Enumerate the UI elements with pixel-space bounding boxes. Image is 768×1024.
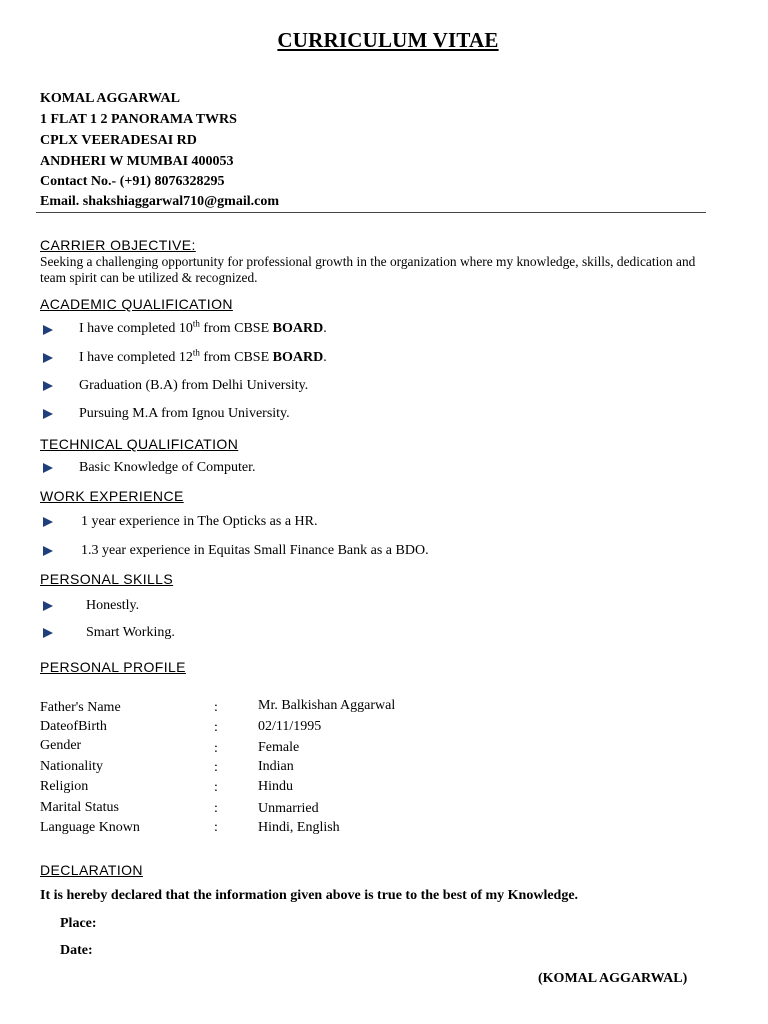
profile-value-gender: Female (258, 740, 300, 755)
academic-heading: ACADEMIC QUALIFICATION (40, 296, 233, 312)
bullet-arrow-icon (43, 546, 53, 556)
signature-name: (KOMAL AGGARWAL) (538, 971, 688, 986)
work-heading: WORK EXPERIENCE (40, 488, 184, 504)
bullet-arrow-icon (43, 353, 53, 363)
bullet-arrow-icon (43, 628, 53, 638)
bullet-arrow-icon (43, 463, 53, 473)
profile-separator: : (214, 801, 218, 816)
bullet-arrow-icon (43, 601, 53, 611)
declaration-heading: DECLARATION (40, 862, 143, 878)
profile-separator: : (214, 780, 218, 795)
place-label: Place: (60, 916, 97, 931)
bullet-arrow-icon (43, 381, 53, 391)
declaration-text: It is hereby declared that the information given above is true to the best of my Knowledge. (40, 888, 579, 903)
bullet-arrow-icon (43, 325, 53, 335)
profile-value-dob: 02/11/1995 (258, 719, 322, 734)
address-line-2: CPLX VEERADESAI RD (40, 133, 197, 148)
profile-value-religion: Hindu (258, 779, 293, 794)
profile-label-nationality: Nationality (40, 759, 103, 774)
email-address: Email. shakshiaggarwal710@gmail.com (40, 194, 279, 209)
profile-label-father: Father's Name (40, 700, 121, 715)
profile-label-dob: DateofBirth (40, 719, 107, 734)
profile-label-gender: Gender (40, 738, 82, 753)
document-title: CURRICULUM VITAE (277, 28, 499, 52)
candidate-name: KOMAL AGGARWAL (40, 91, 180, 106)
date-label: Date: (60, 943, 93, 958)
profile-heading: PERSONAL PROFILE (40, 659, 186, 675)
profile-value-nationality: Indian (258, 759, 294, 774)
technical-heading: TECHNICAL QUALIFICATION (40, 436, 239, 452)
profile-separator: : (214, 720, 218, 735)
profile-value-marital: Unmarried (258, 801, 319, 816)
bullet-arrow-icon (43, 409, 53, 419)
profile-value-father: Mr. Balkishan Aggarwal (258, 698, 396, 713)
profile-label-language: Language Known (40, 820, 140, 835)
header-divider (36, 212, 706, 213)
profile-separator: : (214, 760, 218, 775)
profile-value-language: Hindi, English (258, 820, 340, 835)
address-line-3: ANDHERI W MUMBAI 400053 (40, 154, 234, 169)
contact-number: Contact No.- (+91) 8076328295 (40, 174, 225, 189)
skills-heading: PERSONAL SKILLS (40, 571, 174, 587)
objective-text: Seeking a challenging opportunity for professional growth in the organization where my knowledge, skills, dedication and team spirit can be utilized & recognized. (40, 254, 696, 285)
objective-heading: CARRIER OBJECTIVE: (40, 237, 196, 253)
profile-label-religion: Religion (40, 779, 89, 794)
profile-separator: : (214, 700, 218, 715)
profile-label-marital: Marital Status (40, 800, 119, 815)
address-line-1: 1 FLAT 1 2 PANORAMA TWRS (40, 112, 237, 127)
profile-separator: : (214, 820, 218, 835)
bullet-arrow-icon (43, 517, 53, 527)
profile-separator: : (214, 741, 218, 756)
